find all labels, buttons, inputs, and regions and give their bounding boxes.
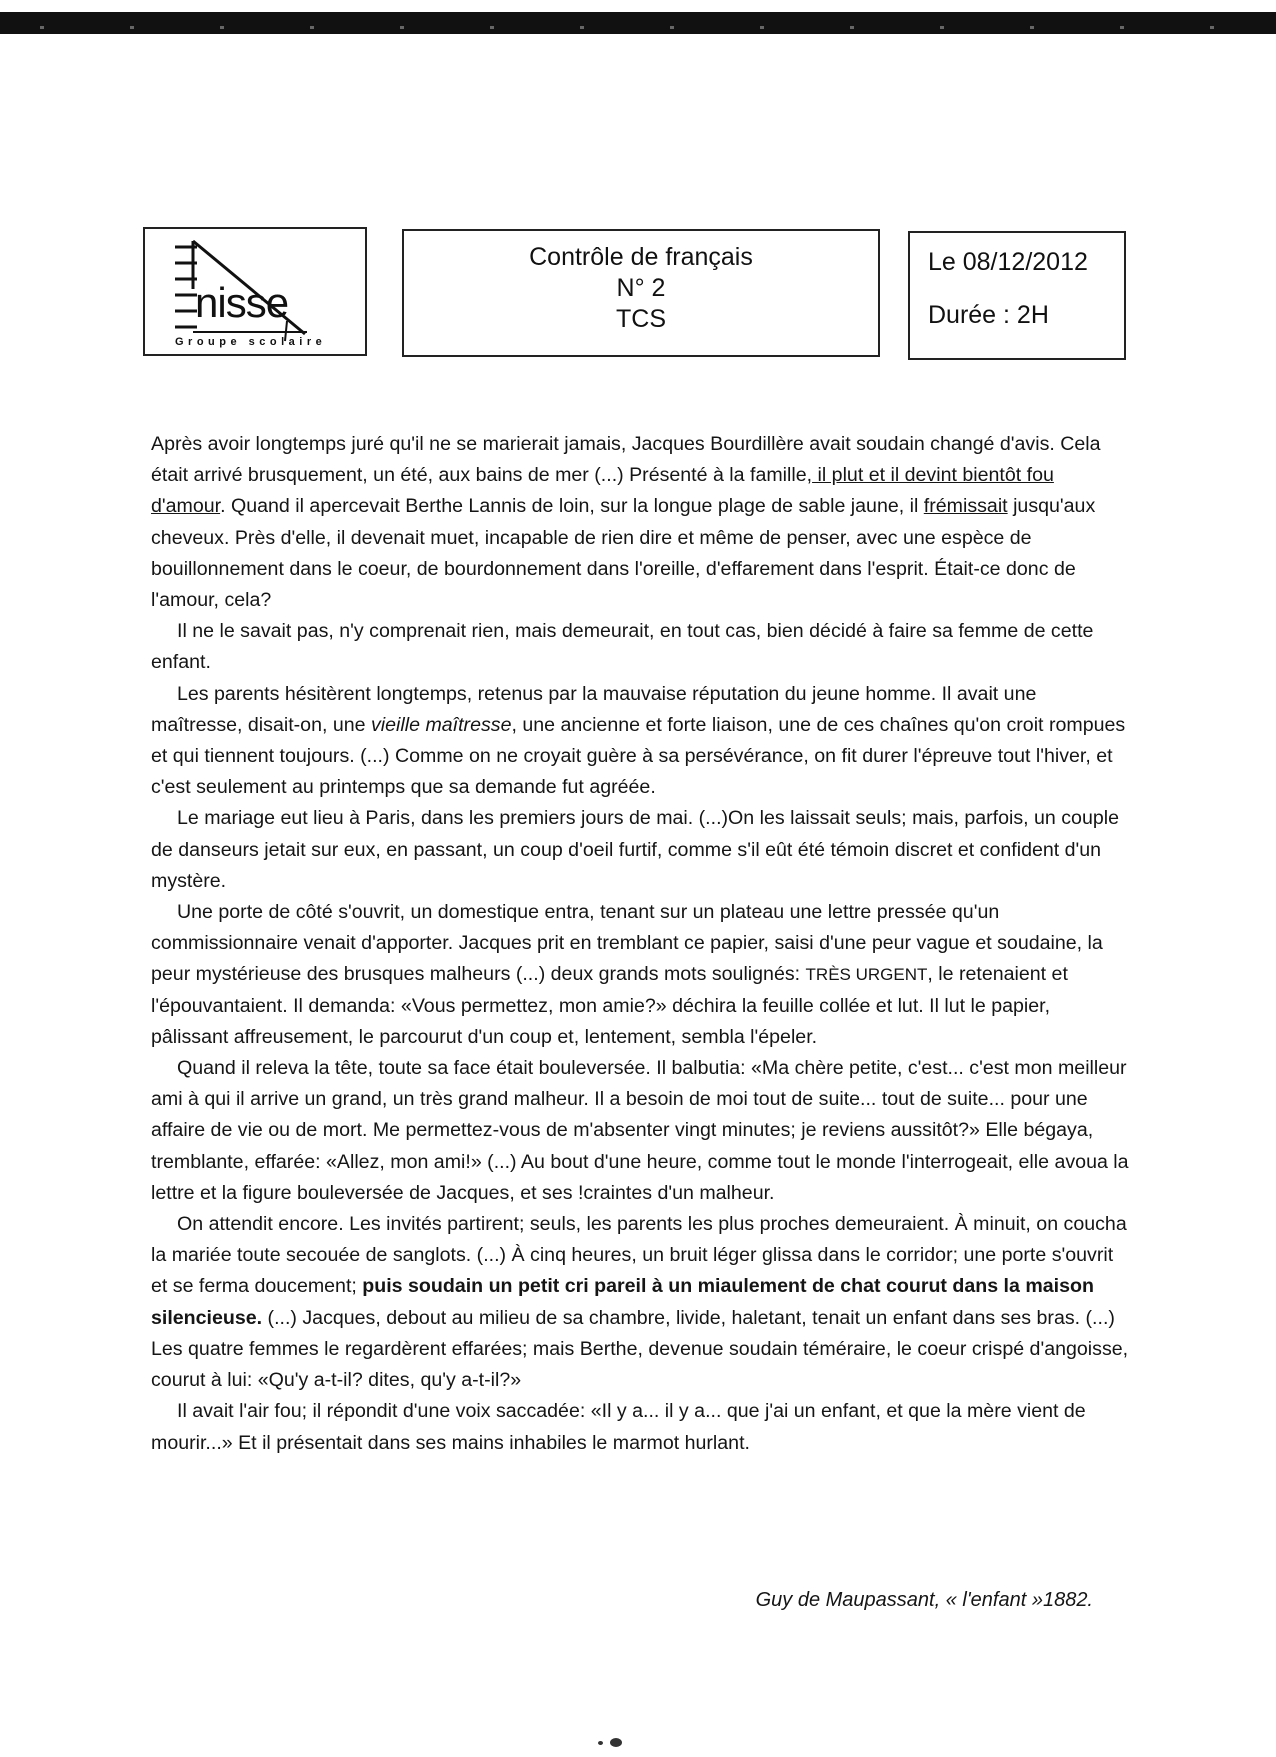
exam-date: Le 08/12/2012: [928, 248, 1088, 276]
exam-duration: Durée : 2H: [928, 301, 1049, 329]
logo-name: nisse: [195, 279, 289, 326]
paragraph: Les parents hésitèrent longtemps, retenus par la mauvaise réputation du jeune homme. Il avait une maîtresse, disait-on, une vieille maîtresse, une ancienne et forte liaison, une de ces chaînes qu'on croit rompues et qui tiennent toujours. (...) Comme on ne croyait guère à sa persévérance, on fit durer l'épreuve tout l'hiver, et c'est seulement au printemps que sa demande fut agréée.: [151, 682, 1126, 799]
logo-subtitle: Groupe scolaire: [175, 336, 327, 348]
paragraph: Il avait l'air fou; il répondit d'une voix saccadée: «Il y a... il y a... que j'ai un enfant, et que la mère vient de mourir...» Et il présentait dans ses mains inhabiles le marmot hurlant.: [151, 1400, 1086, 1454]
paragraph: Le mariage eut lieu à Paris, dans les premiers jours de mai. (...)On les laissait seuls; mais, parfois, un couple de danseurs jetait sur eux, en passant, un coup d'oeil furtif, comme s'il eût été témoin discret et confident d'un mystère.: [151, 807, 1120, 892]
exam-class: TCS: [616, 305, 666, 333]
paragraph: Une porte de côté s'ouvrit, un domestique entra, tenant sur un plateau une lettre pressée qu'un commissionnaire venait d'apporter. Jacques prit en tremblant ce papier, saisi d'une peur vague et soudaine, la peur mystérieuse des brusques malheurs (...) deux grands mots soulignés: TRÈS URGENT, le retenaient et l'épouvantaient. Il demanda: «Vous permettez, mon amie?» déchira la feuille collée et lut. Il lut le papier, pâlissant affreusement, le parcourut d'un coup et, lentement, sembla l'épeler.: [151, 901, 1103, 1048]
passage: [151, 429, 1131, 1459]
paragraph: Après avoir longtemps juré qu'il ne se marierait jamais, Jacques Bourdillère avait soudain changé d'avis. Cela était arrivé brusquement, un été, aux bains de mer (...) Présenté à la famille, il plut et il devint bientôt fou d'amour. Quand il apercevait Berthe Lannis de loin, sur la longue plage de sable jaune, il frémissait jusqu'aux cheveux. Près d'elle, il devenait muet, incapable de rien dire et même de penser, avec une espèce de bouillonnement dans le coeur, de bourdonnement dans l'oreille, d'effarement dans l'esprit. Était-ce donc de l'amour, cela?: [151, 433, 1101, 612]
scan-speck: [598, 1741, 603, 1745]
exam-number: N° 2: [616, 274, 666, 302]
scan-border: [0, 12, 1276, 34]
exam-title-box: [402, 229, 880, 357]
exam-title: Contrôle de français: [529, 243, 753, 271]
date-box: [908, 231, 1126, 360]
signature: Guy de Maupassant, « l'enfant »1882.: [755, 1589, 1093, 1611]
paragraph: Il ne le savait pas, n'y comprenait rien, mais demeurait, en tout cas, bien décidé à faire sa femme de cette enfant.: [151, 620, 1094, 674]
school-logo: [143, 227, 367, 356]
scan-speck: [610, 1738, 622, 1747]
paragraph: Quand il releva la tête, toute sa face était bouleversée. Il balbutia: «Ma chère petite, c'est... c'est mon meilleur ami à qui il arrive un grand, un très grand malheur. Il a besoin de moi tout de suite... tout de suite... pour une affaire de vie ou de mort. Me permettez-vous de m'absenter vingt minutes; je reviens aussitôt?» Elle bégaya, tremblante, effarée: «Allez, mon ami!» (...) Au bout d'une heure, comme tout le monde l'interrogeait, elle avoua la lettre et la figure bouleversée de Jacques, et ses !craintes d'un malheur.: [151, 1057, 1129, 1204]
paragraph: On attendit encore. Les invités partirent; seuls, les parents les plus proches demeuraient. À minuit, on coucha la mariée toute secouée de sanglots. (...) À cinq heures, un bruit léger glissa dans le corridor; une porte s'ouvrit et se ferma doucement; puis soudain un petit cri pareil à un miaulement de chat courut dans la maison silencieuse. (...) Jacques, debout au milieu de sa chambre, livide, haletant, tenait un enfant dans ses bras. (...) Les quatre femmes le regardèrent effarées; mais Berthe, devenue soudain téméraire, le coeur crispé d'angoisse, courut à lui: «Qu'y a-t-il? dites, qu'y a-t-il?»: [151, 1213, 1129, 1392]
